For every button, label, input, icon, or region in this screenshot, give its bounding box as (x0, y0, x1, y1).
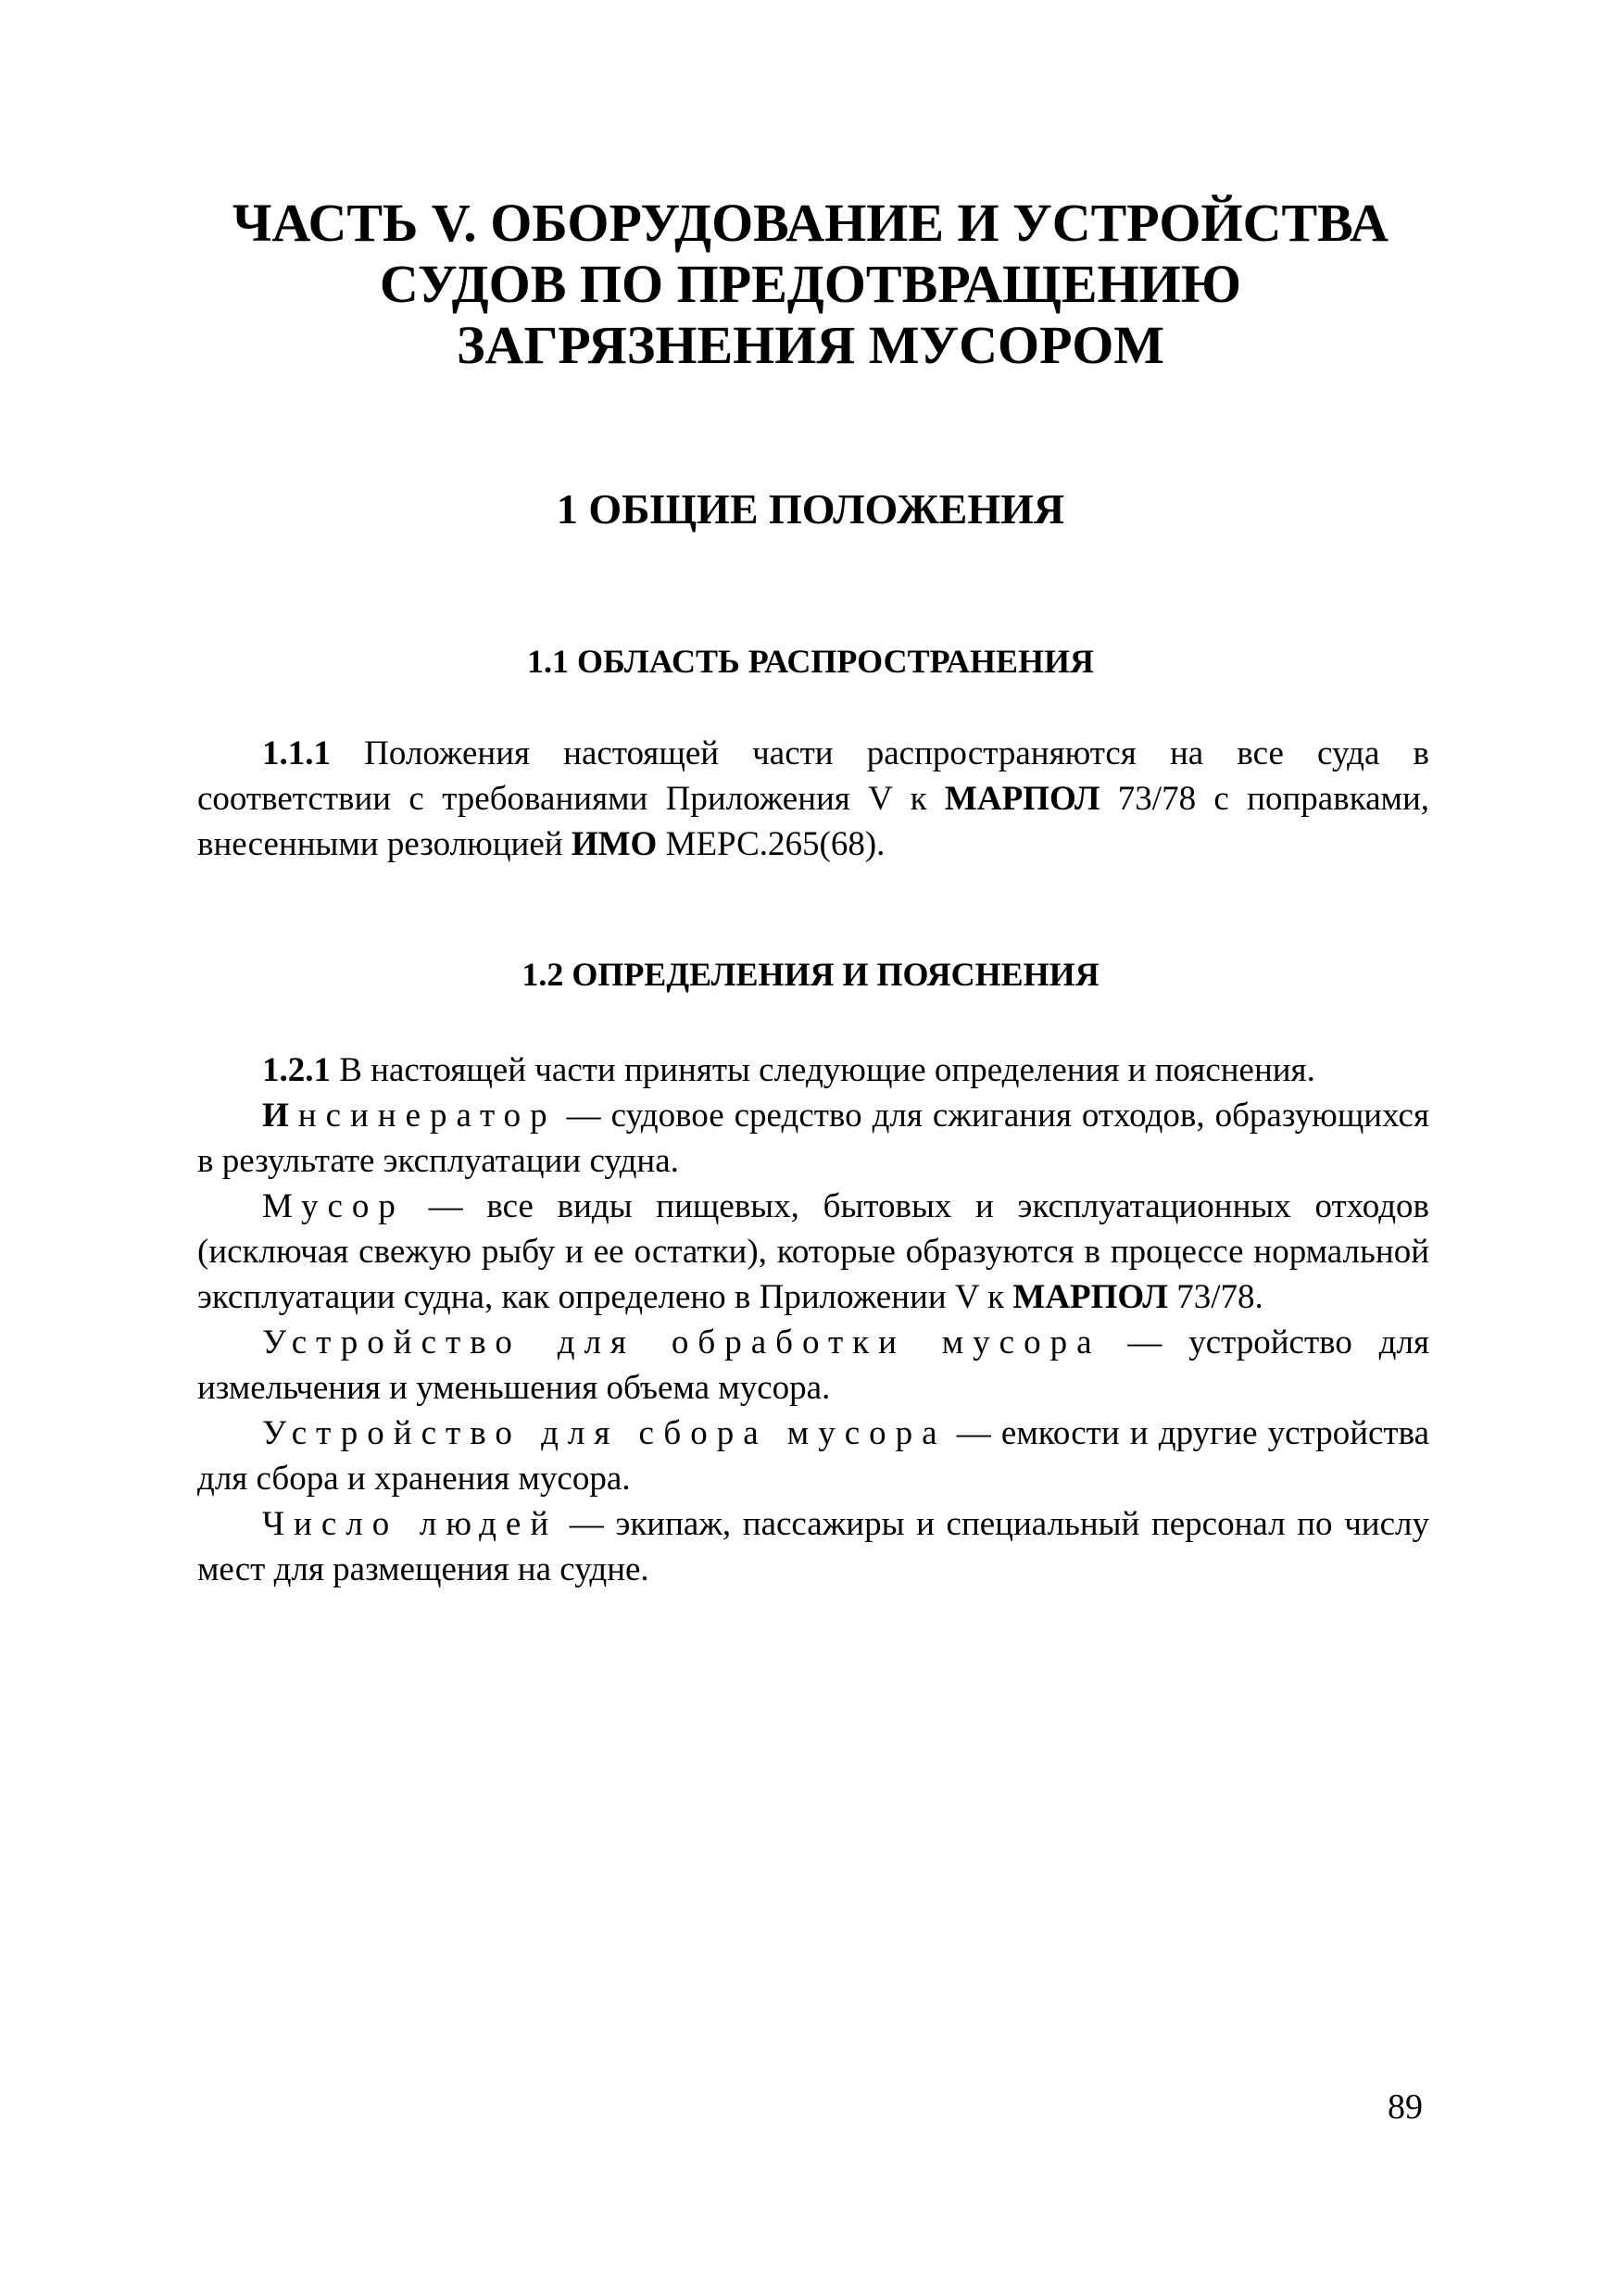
subsection-title-1-1: 1.1 ОБЛАСТЬ РАСПРОСТРАНЕНИЯ (527, 643, 1094, 680)
subsection-body-1-2 (197, 1048, 1429, 1592)
paragraph-1-2-1 (197, 1048, 1429, 1093)
subsection-body-1-1 (197, 731, 1429, 867)
definition-term: Мусор (262, 1187, 405, 1225)
section-title: 1 ОБЩИЕ ПОЛОЖЕНИЯ (556, 485, 1065, 533)
definition-term: Устройство для обработки мусора (262, 1324, 1101, 1361)
paragraph-1-1-1 (197, 731, 1429, 867)
definition-text: — экипаж, пассажиры и специальный персонал по числу мест для размещения на судне. (197, 1505, 1429, 1588)
definition-text: — емкости и другие устройства для сбора и хранения мусора. (197, 1414, 1429, 1498)
page-number: 89 (1388, 2088, 1423, 2127)
part-title-line-1: ЧАСТЬ V. ОБОРУДОВАНИЕ И УСТРОЙСТВА (232, 193, 1389, 253)
definition-term: Инсинератор (262, 1097, 557, 1135)
paragraph-text: МЕРС.265(68). (657, 825, 886, 863)
definition-text: — все виды пищевых, бытовых и эксплуатационных отходов (исключая свежую рыбу и ее остатки), которые образуются в процессе нормальной эксплуатации судна, как определено в Приложении V к (197, 1187, 1429, 1316)
part-title-line-3: ЗАГРЯЗНЕНИЯ МУСОРОМ (456, 315, 1165, 375)
paragraph-text: 73/78 с поправками, внесенными резолюцией (197, 780, 1430, 863)
definition-processing-device (197, 1320, 1429, 1411)
definition-number-of-persons (197, 1501, 1429, 1592)
part-title-line-2: СУДОВ ПО ПРЕДОТВРАЩЕНИЮ (379, 254, 1242, 314)
definition-text-tail: 73/78. (1167, 1278, 1263, 1316)
definition-text: — устройство для измельчения и уменьшения объема мусора. (197, 1324, 1429, 1407)
paragraph-text: В настоящей части приняты следующие определения и пояснения. (331, 1051, 1315, 1089)
bold-term-marpol: МАРПОЛ (944, 780, 1100, 818)
bold-term-imo: ИМО (571, 825, 658, 863)
subsection-title-1-2: 1.2 ОПРЕДЕЛЕНИЯ И ПОЯСНЕНИЯ (521, 956, 1100, 993)
definition-garbage (197, 1184, 1429, 1320)
definition-incinerator (197, 1093, 1429, 1184)
definition-text: — судовое средство для сжигания отходов, образующихся в результате эксплуатации судна. (197, 1097, 1429, 1180)
paragraph-text: Положения настоящей части распространяются на все суда в соответствии с требованиями Приложения V к (197, 734, 1429, 818)
bold-term-marpol: МАРПОЛ (1012, 1278, 1168, 1316)
paragraph-number: 1.2.1 (262, 1051, 331, 1089)
definition-term: Число людей (262, 1505, 559, 1543)
definition-collection-device (197, 1411, 1429, 1501)
definition-term: Устройство для сбора мусора (262, 1414, 947, 1452)
part-title (139, 193, 1482, 376)
paragraph-number: 1.1.1 (262, 734, 331, 772)
